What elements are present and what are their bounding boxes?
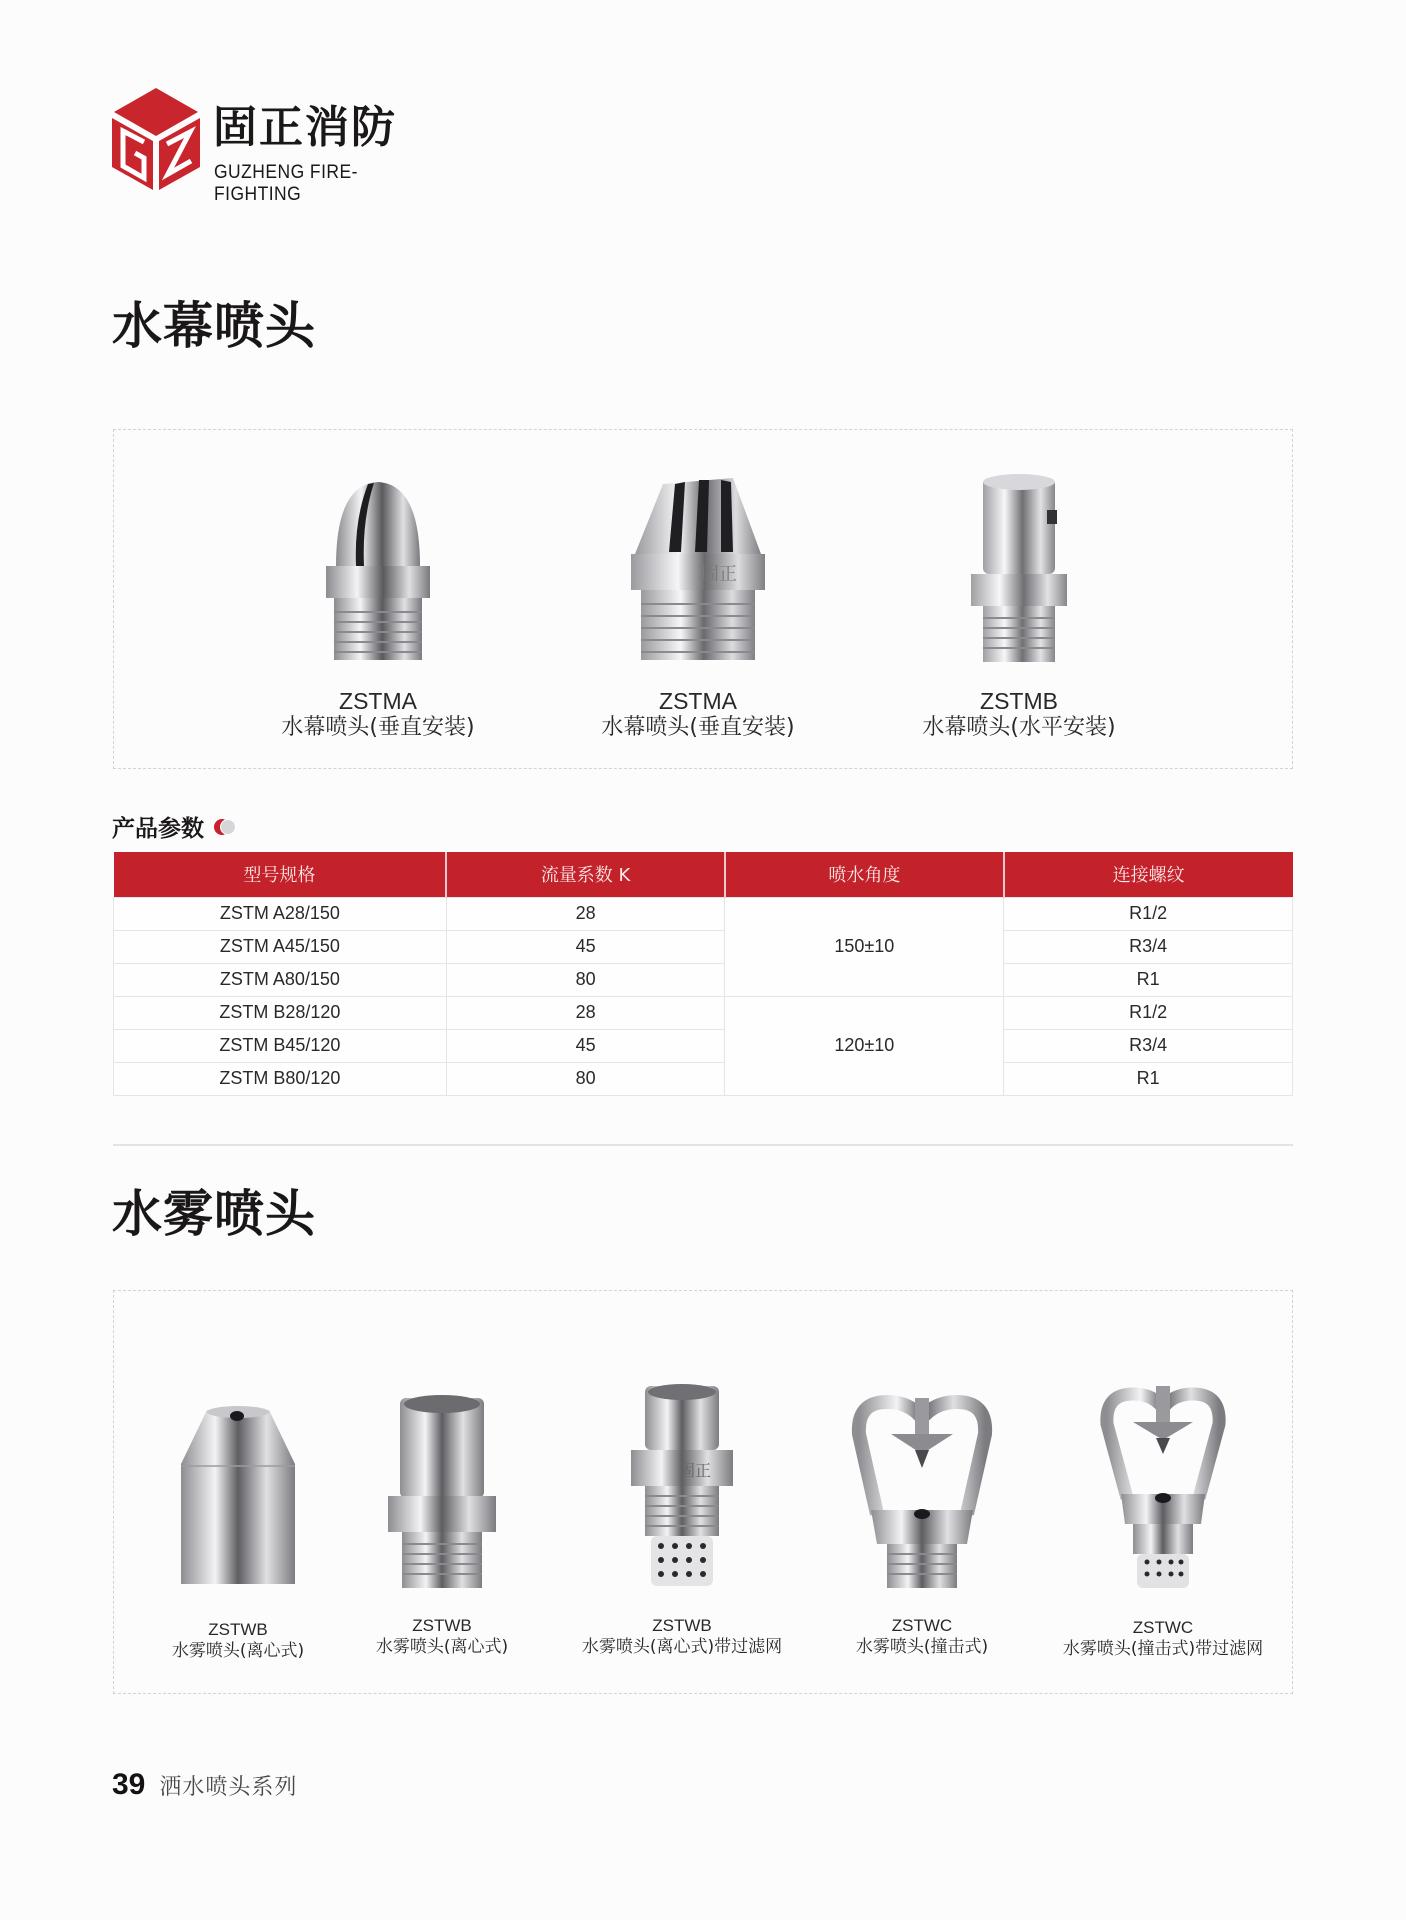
cell-angle: 150±10: [725, 897, 1004, 996]
impact-frame-nozzle-filter-icon: [1093, 1378, 1233, 1592]
table-header-row: [114, 852, 1293, 897]
product-card: [148, 1404, 328, 1662]
product-description: 水幕喷头(垂直安装): [601, 715, 795, 740]
product-model: ZSTMA: [339, 688, 417, 714]
product-card: [909, 470, 1129, 742]
params-label: 产品参数: [112, 816, 204, 842]
cell-thread: R1/2: [1004, 996, 1293, 1029]
series-name: 洒水喷头系列: [159, 1775, 298, 1800]
cell-model: ZSTM B45/120: [114, 1029, 447, 1062]
column-header-model: 型号规格: [114, 852, 447, 897]
cell-model: ZSTM A28/150: [114, 897, 447, 930]
cell-thread: R1: [1004, 963, 1293, 996]
product-model: ZSTWB: [652, 1616, 712, 1635]
multi-slot-nozzle-icon: [623, 470, 773, 666]
product-description: 水雾喷头(离心式): [171, 1641, 305, 1661]
gz-cube-logo-icon: [110, 86, 202, 192]
brand-name-en: GUZHENG FIRE-FIGHTING: [214, 162, 358, 205]
cell-thread: R3/4: [1004, 930, 1293, 963]
cell-k: 28: [446, 996, 725, 1029]
section-divider: [113, 1144, 1293, 1146]
cell-k: 45: [446, 930, 725, 963]
hex-mist-nozzle-filter-icon: [627, 1380, 737, 1592]
section-title-water-mist: 水雾喷头: [112, 1185, 316, 1243]
spec-table: [113, 852, 1293, 1096]
table-row: [114, 963, 1293, 996]
product-description: 水雾喷头(离心式): [375, 1637, 509, 1657]
cell-k: 28: [446, 897, 725, 930]
svg-text:固正: 固正: [679, 1461, 712, 1480]
cell-k: 80: [446, 1062, 725, 1095]
product-card: [352, 1392, 532, 1658]
product-card: [1053, 1378, 1273, 1660]
product-description: 水雾喷头(撞击式)带过滤网: [1062, 1639, 1264, 1659]
product-card: [572, 1380, 792, 1658]
cell-k: 45: [446, 1029, 725, 1062]
product-description: 水幕喷头(垂直安装): [281, 715, 475, 740]
column-header-k-factor: 流量系数 K: [446, 852, 725, 897]
cell-k: 80: [446, 963, 725, 996]
product-model: ZSTWB: [412, 1616, 472, 1635]
column-header-thread: 连接螺纹: [1004, 852, 1293, 897]
dome-slot-nozzle-icon: [308, 470, 448, 666]
cell-thread: R1: [1004, 1062, 1293, 1095]
product-card: [278, 470, 478, 742]
table-row: [114, 1062, 1293, 1095]
product-description: 水雾喷头(离心式)带过滤网: [581, 1637, 783, 1657]
hex-mist-nozzle-icon: [382, 1392, 502, 1592]
cell-model: ZSTM A45/150: [114, 930, 447, 963]
product-model: ZSTMB: [980, 688, 1058, 714]
product-description: 水雾喷头(撞击式): [855, 1637, 989, 1657]
svg-text:固正: 固正: [701, 564, 737, 585]
dot-pair-icon: [214, 818, 240, 836]
cylinder-side-slot-nozzle-icon: [959, 470, 1079, 666]
conical-mist-nozzle-icon: [173, 1404, 303, 1592]
cell-model: ZSTM B28/120: [114, 996, 447, 1029]
cell-thread: R3/4: [1004, 1029, 1293, 1062]
table-row: [114, 897, 1293, 930]
cell-thread: R1/2: [1004, 897, 1293, 930]
section-title-water-curtain: 水幕喷头: [112, 297, 316, 355]
product-card: [832, 1384, 1012, 1658]
product-params-heading: [112, 810, 240, 843]
product-card: [598, 470, 798, 742]
product-model: ZSTWC: [1132, 1618, 1194, 1637]
page-number: 39: [112, 1768, 146, 1801]
table-row: [114, 996, 1293, 1029]
cell-model: ZSTM A80/150: [114, 963, 447, 996]
product-model: ZSTMA: [659, 688, 737, 714]
table-row: [114, 930, 1293, 963]
impact-frame-nozzle-icon: [847, 1384, 997, 1592]
brand-logo: [110, 86, 440, 205]
column-header-spray-angle: 喷水角度: [725, 852, 1004, 897]
table-row: [114, 1029, 1293, 1062]
cell-angle: 120±10: [725, 996, 1004, 1095]
product-model: ZSTWC: [891, 1616, 953, 1635]
product-description: 水幕喷头(水平安装): [922, 715, 1116, 740]
product-model: ZSTWB: [208, 1620, 268, 1639]
brand-name-cn: 固正消防: [213, 102, 397, 153]
page-footer: [112, 1768, 297, 1802]
cell-model: ZSTM B80/120: [114, 1062, 447, 1095]
